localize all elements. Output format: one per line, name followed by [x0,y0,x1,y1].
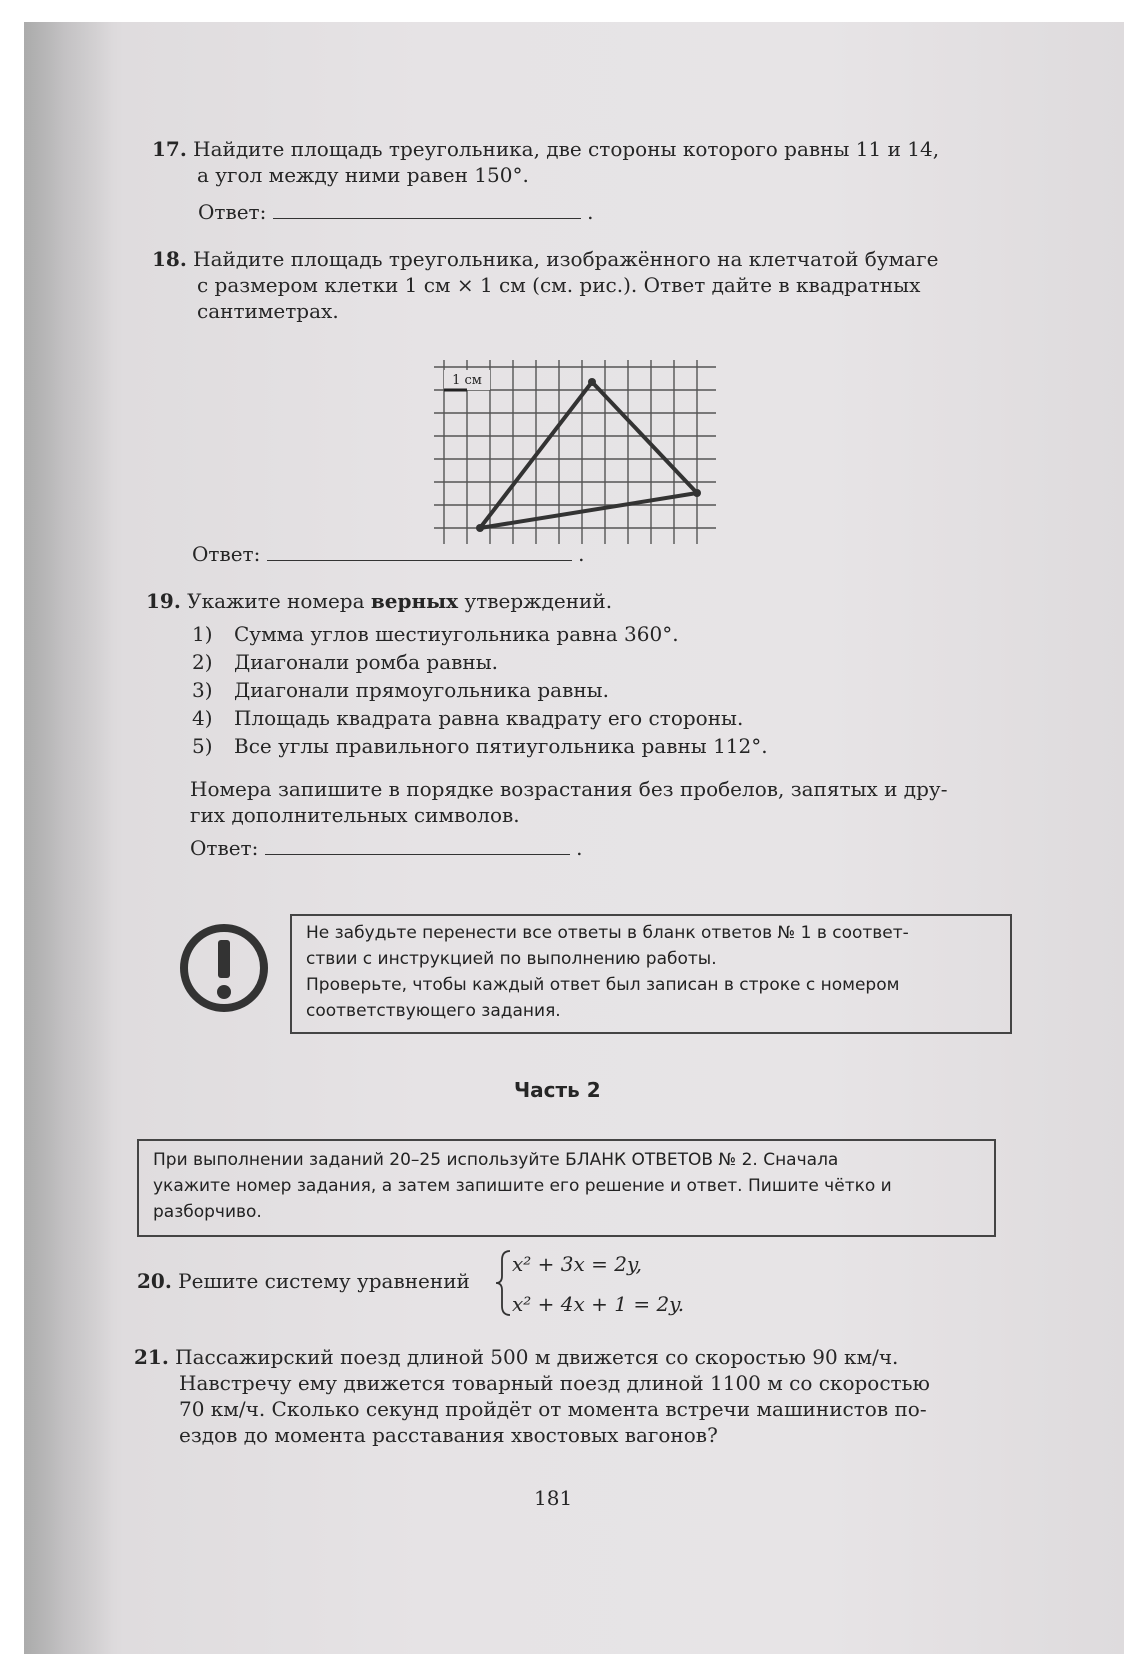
task-19-note [190,776,1010,828]
task-18-answer-label: Ответ: [192,542,261,566]
task-19 [146,588,1046,614]
task-19-answer-label: Ответ: [190,836,259,860]
statement-number: 1) [192,622,213,646]
statement-number: 4) [192,706,213,730]
triangle-vertex-b [588,378,596,386]
task-21-text-line4: ездов до момента расставания хвостовых вагонов? [179,1423,718,1447]
task-18-answer-field[interactable] [267,542,572,561]
task-17-answer-row [198,200,593,224]
task-18-text-line1: Найдите площадь треугольника, изображённого на клетчатой бумаге [193,247,939,271]
reminder-box [290,914,1012,1034]
reminder-line3: Проверьте, чтобы каждый ответ был записан в строке с номером [306,975,900,995]
part-2-title: Часть 2 [514,1078,601,1102]
part-2-instruction-line3: разборчиво. [153,1202,262,1222]
task-17 [152,136,1052,188]
part-2-instruction-box [137,1139,996,1237]
part-2-instruction-line2: укажите номер задания, а затем запишите его решение и ответ. Пишите чётко и [153,1176,892,1196]
task-21-number: 21. [134,1345,169,1369]
task-19-statements [192,620,992,760]
task-18-answer-dot: . [578,542,585,566]
statement-text: Площадь квадрата равна квадрату его стороны. [234,706,744,730]
statement-item [192,732,992,760]
statement-item [192,704,992,732]
task-19-note-line1: Номера запишите в порядке возрастания без пробелов, запятых и дру- [190,777,948,801]
system-brace-icon [494,1248,514,1318]
grid-figure [422,352,722,548]
statement-text: Диагонали прямоугольника равны. [234,678,609,702]
task-21 [134,1344,1014,1448]
task-17-text: Найдите площадь треугольника, две стороны которого равны 11 и 14, [193,137,940,161]
grid-scale-label: 1 см [452,373,482,388]
task-19-intro-bold: верных [370,589,459,613]
book-page [24,22,1124,1654]
task-19-note-line2: гих дополнительных символов. [190,803,520,827]
part-2-instruction-line1: При выполнении заданий 20–25 используйте БЛАНК ОТВЕТОВ № 2. Сначала [153,1150,839,1170]
statement-text: Все углы правильного пятиугольника равны 112°. [234,734,768,758]
task-19-answer-dot: . [576,836,583,860]
reminder-line1: Не забудьте перенести все ответы в бланк ответов № 1 в соответ- [306,923,909,943]
task-18-text-line2: с размером клетки 1 см × 1 см (см. рис.). Ответ дайте в квадратных [197,273,921,297]
reminder-line2: ствии с инструкцией по выполнению работы. [306,949,717,969]
triangle-vertex-a [476,524,484,532]
page-spine-shadow [24,22,114,1654]
triangle-vertex-c [693,489,701,497]
task-20-text: Решите систему уравнений [178,1269,470,1293]
task-18-number: 18. [152,247,187,271]
task-18 [152,246,1052,324]
reminder-line4: соответствующего задания. [306,1001,561,1021]
task-17-answer-field[interactable] [273,200,581,219]
equation-2: x² + 4x + 1 = 2y. [512,1292,685,1316]
statement-item [192,676,992,704]
task-21-text-line2: Навстречу ему движется товарный поезд длиной 1100 м со скоростью [179,1371,930,1395]
task-19-intro-before: Укажите номера [187,589,371,613]
task-17-number: 17. [152,137,187,161]
statement-item [192,620,992,648]
statement-number: 2) [192,650,213,674]
statement-number: 5) [192,734,213,758]
task-18-text-line3: сантиметрах. [197,299,339,323]
equation-1: x² + 3x = 2y, [512,1252,642,1276]
statement-number: 3) [192,678,213,702]
statement-text: Сумма углов шестиугольника равна 360°. [234,622,679,646]
task-17-text-line2: а угол между ними равен 150°. [197,163,529,187]
task-19-number: 19. [146,589,181,613]
page-number: 181 [534,1486,573,1510]
task-20-number: 20. [137,1269,172,1293]
statement-text: Диагонали ромба равны. [234,650,498,674]
warning-icon [178,922,270,1014]
task-17-answer-dot: . [587,200,594,224]
task-17-line1 [152,136,1052,162]
task-21-text-line3: 70 км/ч. Сколько секунд пройдёт от момента встречи машинистов по- [179,1397,927,1421]
statement-item [192,648,992,676]
task-19-answer-field[interactable] [265,836,570,855]
task-19-answer-row [190,836,582,860]
task-17-answer-label: Ответ: [198,200,267,224]
task-20 [137,1268,470,1294]
task-21-text-line1: Пассажирский поезд длиной 500 м движется со скоростью 90 км/ч. [175,1345,899,1369]
task-18-answer-row [192,542,584,566]
task-19-intro-after: утверждений. [458,589,613,613]
